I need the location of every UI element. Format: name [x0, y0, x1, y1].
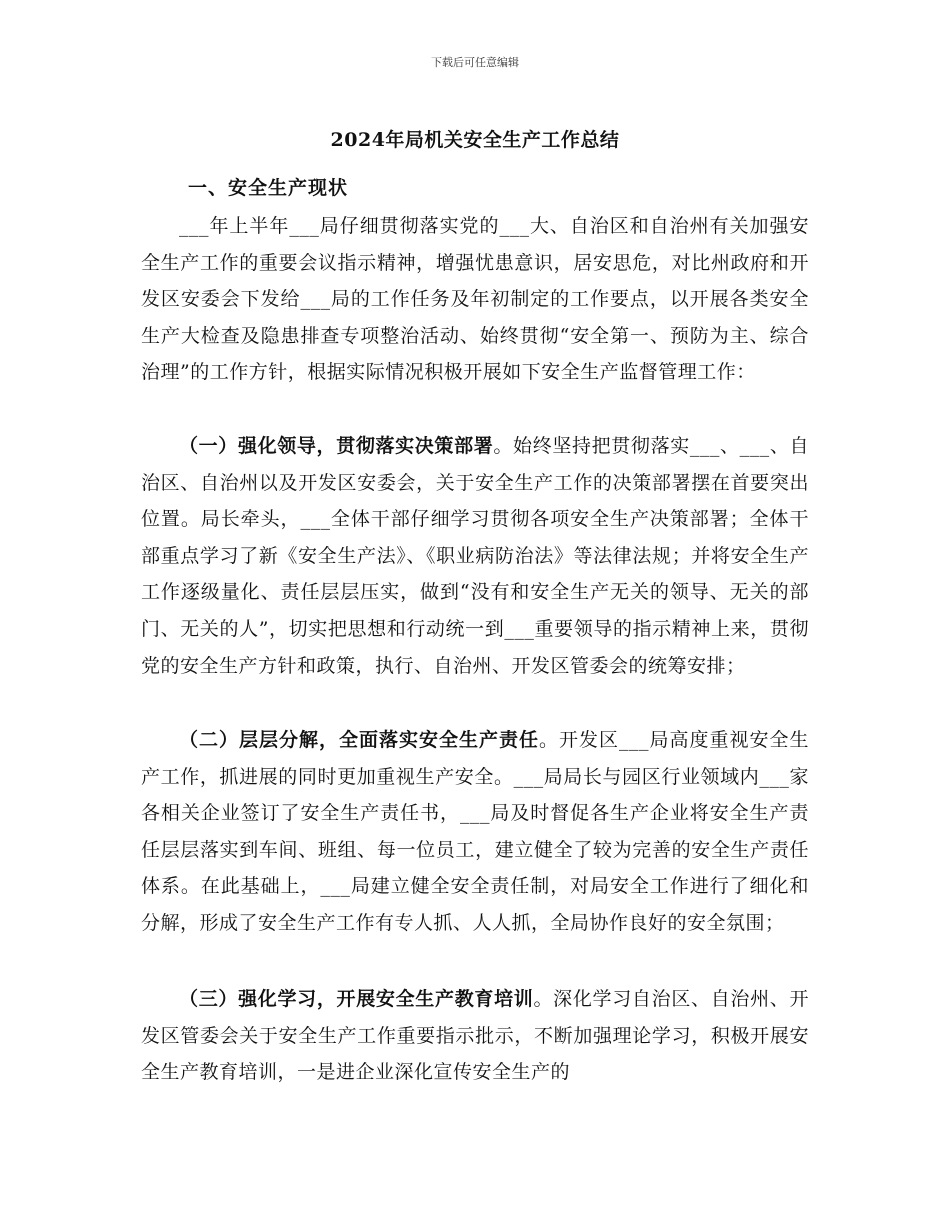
paragraph-item-2 [141, 722, 809, 942]
document-title: 2024年局机关安全生产工作总结 [330, 129, 620, 151]
paragraph-item-1-lead: （一）强化领导，贯彻落实决策部署 [179, 435, 494, 457]
paragraph-item-3-lead: （三）强化学习，开展安全生产教育培训 [179, 988, 534, 1010]
paragraph-item-2-lead: （二）层层分解，全面落实安全生产责任 [179, 729, 539, 751]
paragraph-item-3 [141, 981, 809, 1091]
section-heading: 一、安全生产现状 [188, 177, 349, 199]
page-header-note: 下载后可任意编辑 [431, 56, 519, 69]
intro-paragraph: ___年上半年___局仔细贯彻落实党的___大、自治区和自治州有关加强安全生产工作的重要会议指示精神，增强忧患意识，居安思危，对比州政府和开发区安委会下发给___局的工作任务及年初制定的工作要点，以开展各类安全生产大检查及隐患排查专项整治活动、始终贯彻“安全第一、预防为主、综合治理”的工作方针，根据实际情况积极开展如下安全生产监督管理工作： [141, 215, 809, 384]
paragraph-item-1-body: 。始终坚持把贯彻落实___、___、自治区、自治州以及开发区安委会，关于安全生产工作的决策部署摆在首要突出位置。局长牵头，___全体干部仔细学习贯彻各项安全生产决策部署；全体干部重点学习了新《安全生产法》、《职业病防治法》等法律法规；并将安全生产工作逐级量化、责任层层压实，做到“没有和安全生产无关的领导、无关的部门、无关的人”，切实把思想和行动统一到___重要领导的指示精神上来，贯彻党的安全生产方针和政策，执行、自治州、开发区管委会的统筹安排； [141, 435, 809, 677]
paragraph-item-3-body: 。深化学习自治区、自治州、开发区管委会关于安全生产工作重要指示批示，不断加强理论学习，积极开展安全生产教育培训，一是进企业深化宣传安全生产的 [141, 988, 809, 1084]
paragraph-item-1 [141, 428, 809, 684]
paragraph-item-2-body: 。开发区___局高度重视安全生产工作，抓进展的同时更加重视生产安全。___局局长与园区行业领域内___家各相关企业签订了安全生产责任书，___局及时督促各生产企业将安全生产责任层层落实到车间、班组、每一位员工，建立健全了较为完善的安全生产责任体系。在此基础上，___局建立健全安全责任制，对局安全工作进行了细化和分解，形成了安全生产工作有专人抓、人人抓，全局协作良好的安全氛围； [141, 729, 809, 934]
